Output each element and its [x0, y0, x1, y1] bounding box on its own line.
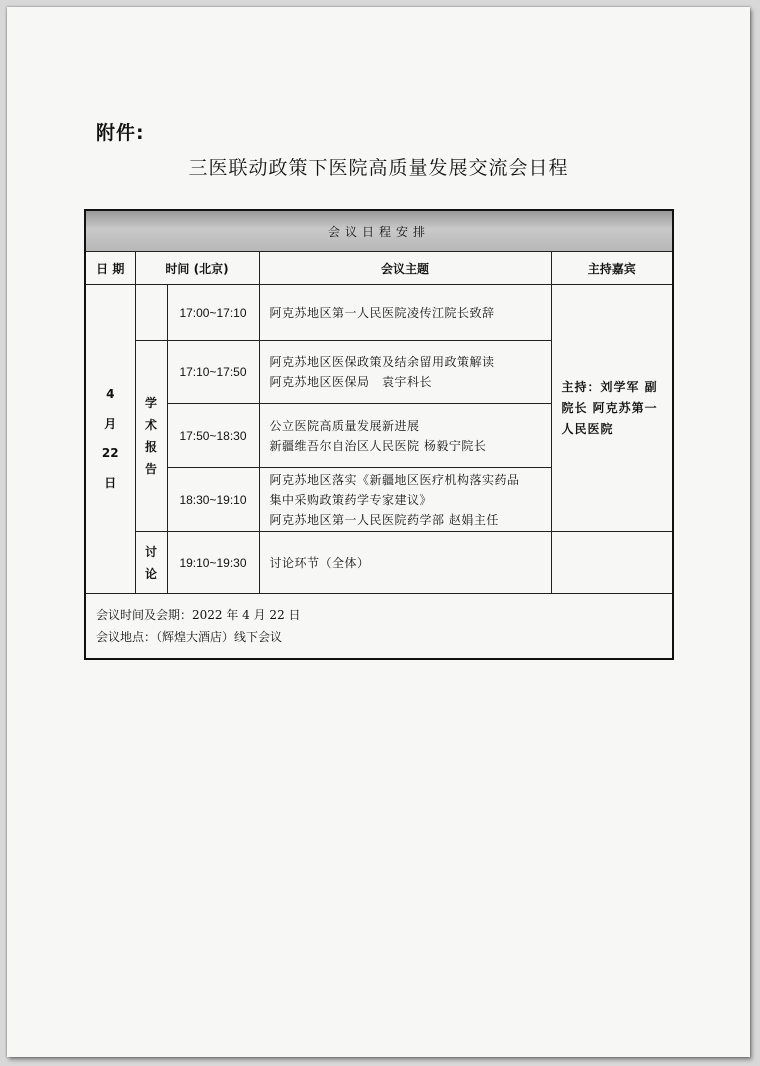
time-cell: 17:10~17:50 [167, 341, 259, 404]
topic-line: 阿克苏地区医保局 袁宇科长 [269, 375, 433, 389]
date-month-number: 4 [106, 387, 115, 401]
session-empty [135, 285, 167, 341]
session-discussion [135, 532, 167, 594]
document-title: 三医联动政策下医院高质量发展交流会日程 [188, 157, 569, 179]
session-report-label: 学术报告 [144, 396, 157, 476]
schedule-table-wrapper [84, 209, 673, 660]
topic-line: 阿克苏地区第一人民医院凌传江院长致辞 [269, 305, 495, 320]
header-topic: 会议主题 [259, 252, 551, 285]
topic-line: 讨论环节（全体） [269, 555, 370, 570]
topic-cell [259, 532, 551, 594]
topic-line: 阿克苏地区落实《新疆地区医疗机构落实药品 [269, 472, 520, 487]
topic-line: 集中采购政策药学专家建议》 [269, 492, 433, 507]
topic-line: 新疆维吾尔自治区人民医院 杨毅宁院长 [269, 438, 487, 453]
date-day-number: 22 [101, 446, 119, 460]
meeting-place: 会议地点：（辉煌大酒店）线下会议 [96, 630, 283, 644]
host-empty [551, 532, 673, 594]
table-row [85, 285, 673, 341]
topic-cell [259, 341, 551, 404]
date-cell [85, 285, 135, 594]
time-cell: 19:10~19:30 [167, 532, 259, 594]
topic-cell [259, 285, 551, 341]
host-line: 主持：刘学军 副 [561, 379, 658, 394]
topic-line: 公立医院高质量发展新进展 [269, 418, 420, 433]
schedule-table [84, 209, 674, 660]
topic-line: 阿克苏地区第一人民医院药学部 赵娟主任 [269, 512, 499, 527]
host-cell [551, 285, 673, 532]
header-host: 主持嘉宾 [551, 252, 673, 285]
host-line: 人民医院 [561, 421, 614, 436]
session-report [135, 341, 167, 532]
date-month: 月 [104, 417, 117, 431]
time-cell: 17:50~18:30 [167, 404, 259, 468]
header-time: 时间 (北京) [135, 252, 259, 285]
time-cell: 17:00~17:10 [167, 285, 259, 341]
topic-cell [259, 404, 551, 468]
meeting-info [85, 594, 673, 660]
schedule-banner: 会议日程安排 [85, 210, 673, 252]
header-date: 日 期 [85, 252, 135, 285]
footer-row [85, 594, 673, 660]
topic-line: 阿克苏地区医保政策及结余留用政策解读 [269, 355, 495, 369]
time-cell: 18:30~19:10 [167, 468, 259, 532]
host-line: 院长 阿克苏第一 [561, 400, 658, 415]
meeting-time: 会议时间及会期：2022 年 4 月 22 日 [96, 608, 301, 622]
header-row [85, 252, 673, 285]
session-discussion-label: 讨论 [144, 544, 157, 581]
date-day: 日 [104, 476, 117, 490]
attachment-label: 附件: [96, 122, 145, 144]
topic-cell [259, 468, 551, 532]
table-row [85, 532, 673, 594]
